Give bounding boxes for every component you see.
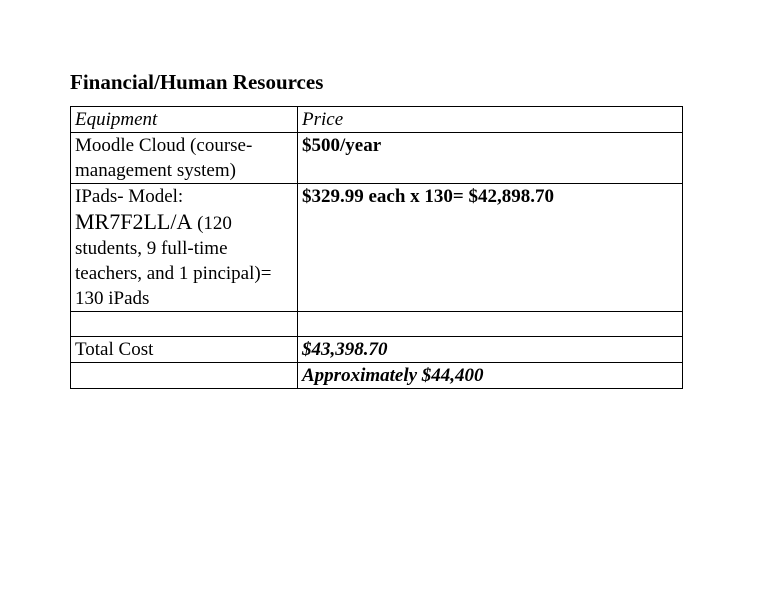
header-price: Price <box>298 107 683 133</box>
item-ipads <box>71 184 298 312</box>
section-title: Financial/Human Resources <box>70 70 324 94</box>
total-row <box>71 337 683 363</box>
table-row-empty <box>71 312 683 337</box>
item-ipads-detail: (120 students, 9 full-time teachers, and 1 pincipal)= 130 iPads <box>75 213 272 309</box>
approximate-row <box>71 363 683 389</box>
item-ipads-model: MR7F2LL/A <box>75 209 193 234</box>
approximate-label <box>71 363 298 389</box>
approximate-value: Approximately $44,400 <box>298 363 683 389</box>
table-row <box>71 184 683 312</box>
table-header-row <box>71 107 683 133</box>
empty-cell-item <box>71 312 298 337</box>
item-ipads-prefix: IPads- Model: <box>75 186 184 207</box>
header-equipment: Equipment <box>71 107 298 133</box>
budget-table <box>70 106 683 389</box>
price-moodle-cloud: $500/year <box>298 133 683 184</box>
total-cost-label: Total Cost <box>71 337 298 363</box>
total-cost-value: $43,398.70 <box>298 337 683 363</box>
price-ipads: $329.99 each x 130= $42,898.70 <box>298 184 683 312</box>
empty-cell-price <box>298 312 683 337</box>
table-row <box>71 133 683 184</box>
item-moodle-cloud: Moodle Cloud (course-management system) <box>71 133 298 184</box>
